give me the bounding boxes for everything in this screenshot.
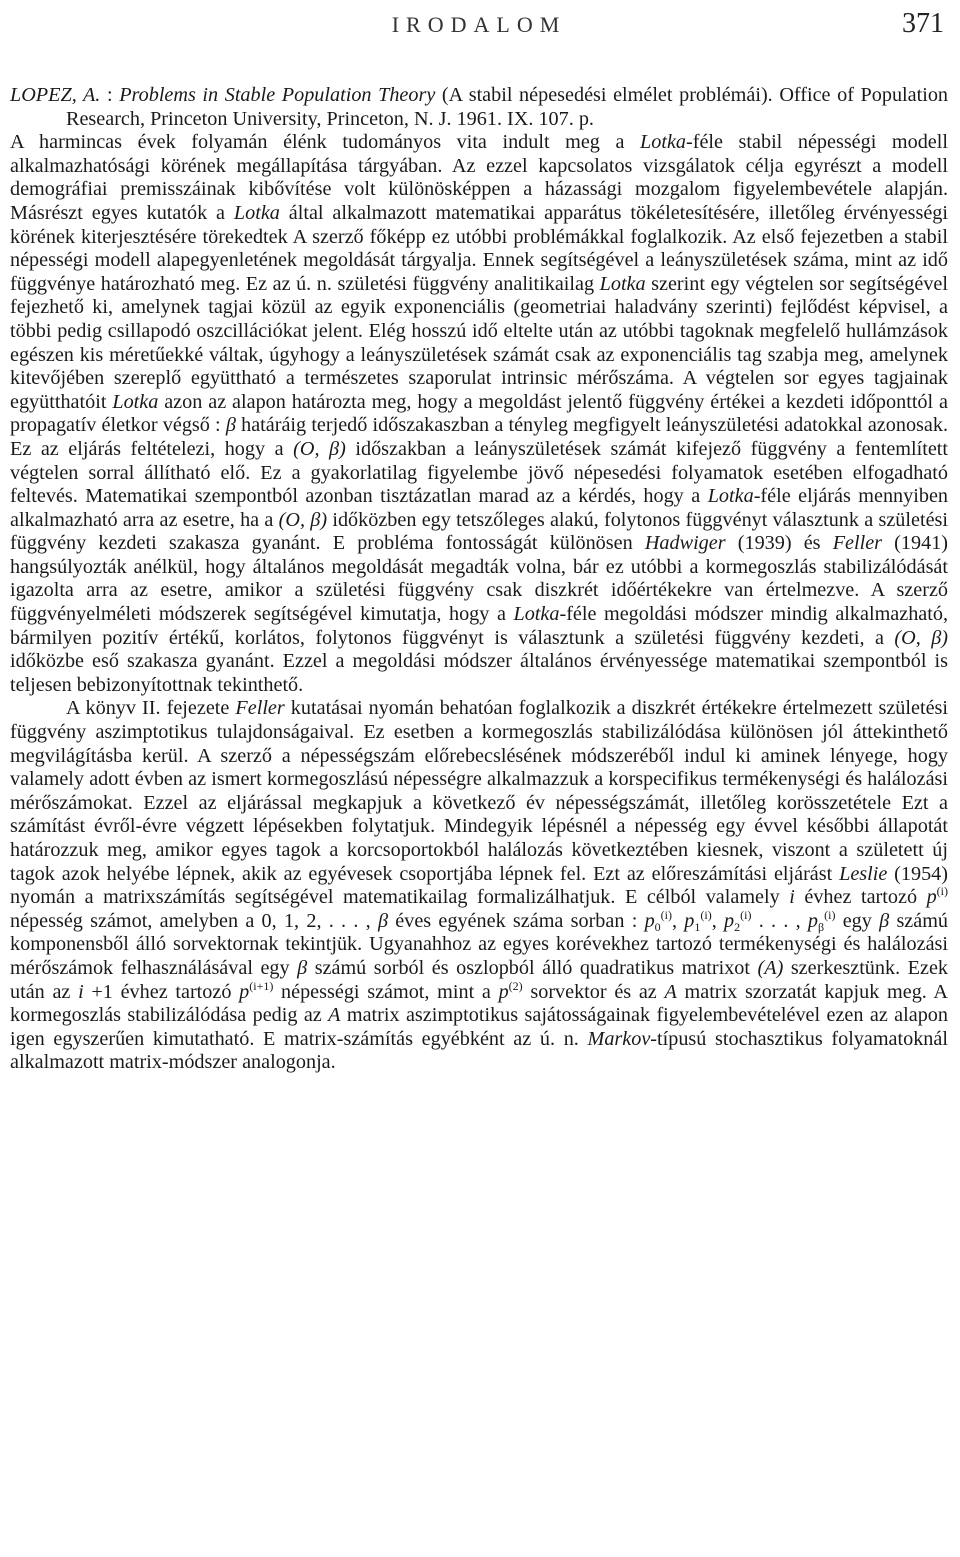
italic-text: Leslie (839, 862, 888, 885)
page-header (10, 8, 948, 44)
page-number: 371 (902, 8, 944, 39)
text-run: matrix aszimptotikus sajátosságainak figyelembevételével ezen az alapon igen egyszerűen kimutatható. E matrix-számítás egyébként az ú. n. (10, 1004, 948, 1050)
superscript: (i) (660, 907, 672, 922)
text-run: szerkesztünk. Ezek után az (10, 956, 948, 1003)
superscript: (i) (740, 907, 752, 922)
text-run: időszakban a leányszületések számát kifejező függvény a fentemlített végtelen sorral állítható elő. Ez a gyakorlatilag figyelembe jövő népesedési folyamatok esetében elfogadható feltevés. Matematikai szempontból azonban tisztázatlan marad az a kérdés, hogy a (10, 437, 948, 508)
subscript: β (818, 919, 825, 934)
superscript: (2) (508, 978, 523, 993)
text-run: azon az alapon határozta meg, hogy a megoldást jelentő függvény értékei a kezdeti időponttól a propagatív életkor végső : (10, 390, 948, 437)
text-run: , (671, 909, 685, 932)
italic-text: Feller (235, 697, 285, 720)
italic-text: Hadwiger (644, 532, 726, 555)
document-page (10, 0, 948, 1557)
italic-text: i (78, 980, 84, 1003)
italic-text: p (926, 886, 937, 909)
text-run: -féle stabil népességi modell alkalmazhatósági körének megállapítása tárgyában. Az ezzel kapcsolatos vizsgálatok célja egyrészt a modell demográfiai premisszáinak kibővítése volt különösképpen a házassági mozgalom figyelembevétele alapján. Másrészt egyes kutatók a (10, 131, 948, 224)
italic-text: Markov (587, 1027, 651, 1050)
text-run: egy (835, 909, 880, 932)
superscript: (i) (936, 884, 948, 899)
subscript: 0 (654, 919, 661, 934)
italic-text: Lotka (233, 201, 280, 224)
superscript: (i) (824, 907, 836, 922)
text-run: éves egyének száma sorban : (388, 909, 645, 932)
text-run: határáig terjedő időszakaszban a tényleg megfigyelt leányszületési adatokkal azonosak. Ez az eljárás feltételezi, hogy a (10, 414, 948, 460)
text-run: számú komponensből álló sorvektornak tekintjük. Ugyanahhoz az egyes korévekhez tartozó termékenységi és halálozási mérőszámok felhasználásával egy (10, 909, 949, 979)
italic-text: A (664, 980, 677, 1003)
text-run: időközben egy tetszőleges alakú, folytonos függvényt választunk a születési függvény kezdeti szakasza gyanánt. E probléma fontosságát különösen (10, 508, 948, 555)
italic-text: (O, β) (293, 437, 346, 460)
text-run: (1939) és (725, 532, 833, 555)
text-run: népesség számot, amelyben a 0, 1, 2, . . . , (10, 909, 378, 932)
text-run: +1 évhez tartozó (83, 980, 240, 1003)
italic-text: Lotka (599, 272, 646, 295)
text-run: (1941) hangsúlyozták anélkül, hogy általános megoldását megadták volna, bár ez utóbbi a kormegoszlás stabilizálódását igazolta arra az esetre, amikor a születési függvény csak diszkrét időértékekre van értelmezve. A szerző függvényelméleti módszerek segítségével kimutatja, hogy a (10, 532, 949, 626)
italic-text: Lotka (640, 131, 686, 154)
italic-text: A (328, 1004, 341, 1027)
text-run: . . . , (751, 909, 808, 932)
superscript: (i+1) (249, 978, 274, 993)
italic-text: i (789, 886, 795, 909)
reference-title: Problems in Stable Population Theory (119, 84, 436, 106)
text-run: sorvektor és az (522, 980, 665, 1003)
italic-text: p (498, 980, 509, 1003)
text-run: (1954) nyomán a matrixszámítás segítségével matematikailag formalizálhatjuk. E célból valamely (10, 862, 949, 909)
text-run: népességi számot, mint a (273, 980, 499, 1003)
reference-author: LOPEZ, A. (10, 84, 101, 106)
italic-text: p (807, 909, 819, 932)
text-run: -féle eljárás mennyiben alkalmazható arra az esetre, ha a (10, 485, 948, 531)
text-run: matrix szorzatát kapjuk meg. A kormegoszlás stabilizálódása pedig az (10, 980, 949, 1027)
text-run: -típusú stochasztikus folyamatoknál alkalmazott matrix-módszer analogonja. (10, 1027, 948, 1074)
italic-text: β (297, 956, 308, 979)
text-run: időközbe eső szakasza gyanánt. Ezzel a megoldási módszer általános érvényessége matematikai szempontból is teljesen bebizonyítottnak tekinthető. (10, 650, 948, 696)
italic-text: Lotka (112, 390, 159, 413)
text-run: számú sorból és oszlopból álló quadratikus matrixot (307, 956, 758, 979)
italic-text: β (225, 414, 236, 437)
italic-text: (O, β) (894, 626, 948, 649)
body-paragraph (10, 697, 948, 1075)
italic-text: Lotka (513, 603, 560, 626)
text-run: A harmincas évek folyamán élénk tudományos vita indult meg a (10, 131, 641, 154)
italic-text: Feller (832, 532, 883, 555)
reference-details: (A stabil népesedési elmélet problémái). Office of Population Research, Princeton University, Princeton, N. J. 1961. IX. 107. p. (66, 84, 949, 130)
text-run: , (711, 909, 725, 932)
text-run: A könyv II. fejezete (66, 697, 236, 720)
text-run: -féle megoldási módszer mindig alkalmazható, bármilyen pozitív értékű, korlátos, folytonos függvényt is választunk a születési függvény kezdeti, a (10, 603, 948, 649)
text-run: szerint egy végtelen sor segítségével fejezhető ki, amelynek tagjai közül az egyik exponenciális (geometriai haladvány szerinti) fejlődést képvisel, a többi pedig csillapodó oszcillációkat jelent. Elég hosszú idő eltelte után az utóbbi tagoknak megfelelő hullámzások egészen kis méretűekké váltak, úgyhogy a leányszületések számát csak az exponenciális tag szabja meg, amelynek kitevőjében szereplő együttható a természetes szaporulat intrinsic mérőszáma. A végtelen sor egyes tagjainak együtthatóit (10, 272, 948, 413)
running-title: IRODALOM (391, 12, 567, 37)
italic-text: p (724, 909, 735, 932)
italic-text: (O, β) (278, 508, 328, 531)
text-run: által alkalmazott matematikai apparátus tökéletesítésére, illetőleg érvényességi körének kiterjesztésére törekedtek A szerző főképp ez utóbbi problémákkal foglalkozik. Az első fejezetben a stabil népességi modell alapegyenletének megoldását tárgyalja. Ennek segítségével a leányszületések száma, mint az idő függvénye határozható meg. Ez az ú. n. születési függvény analitikailag (10, 201, 949, 295)
text-run: kutatásai nyomán behatóan foglalkozik a diszkrét értékekre értelmezett születési függvény aszimptotikus tulajdonságaival. Ez esetben a kormegoszlás stabilizálódása különösen jól áttekinthető megvilágításba kerül. A szerző a népességszám előrebecslésének módszeréből indul ki aminek lényege, hogy valamely adott évben az ismert kormegoszlású népességre alkalmazzuk a korspecifikus termékenységi és halálozási mérőszámokat. Ezzel az eljárással megkapjuk a következő év népességszámát, illetőleg korösszetétele Ezt a számítást évről-évre végzett lépésekben folytatjuk. Mindegyik lépésnél a népesség egy évvel későbbi állapotát határozzuk meg, amikor egyes tagok a korcsoportokból halálozás következtében kiesnek, viszont a született új tagok azok helyébe lépnek, akik az egyévesek csoportjába lépnek fel. Ezt az előreszámítási eljárást (10, 697, 949, 885)
subscript: 2 (734, 919, 741, 934)
italic-text: (A) (757, 956, 784, 979)
body-text (10, 84, 948, 1075)
text-run: évhez tartozó (794, 886, 927, 909)
italic-text: β (879, 909, 890, 932)
italic-text: p (684, 909, 695, 932)
italic-text: p (644, 909, 655, 932)
review-paragraphs (10, 131, 948, 1075)
italic-text: β (377, 909, 389, 932)
superscript: (i) (700, 907, 712, 922)
subscript: 1 (694, 919, 701, 934)
italic-text: p (239, 980, 250, 1003)
body-paragraph (10, 131, 948, 697)
reference-entry: LOPEZ, A. : Problems in Stable Population Theory (A stabil népesedési elmélet problémái). Office of Population Research, Princeton University, Princeton, N. J. 1961. IX. 107. p. (10, 84, 949, 130)
italic-text: Lotka (707, 485, 754, 508)
